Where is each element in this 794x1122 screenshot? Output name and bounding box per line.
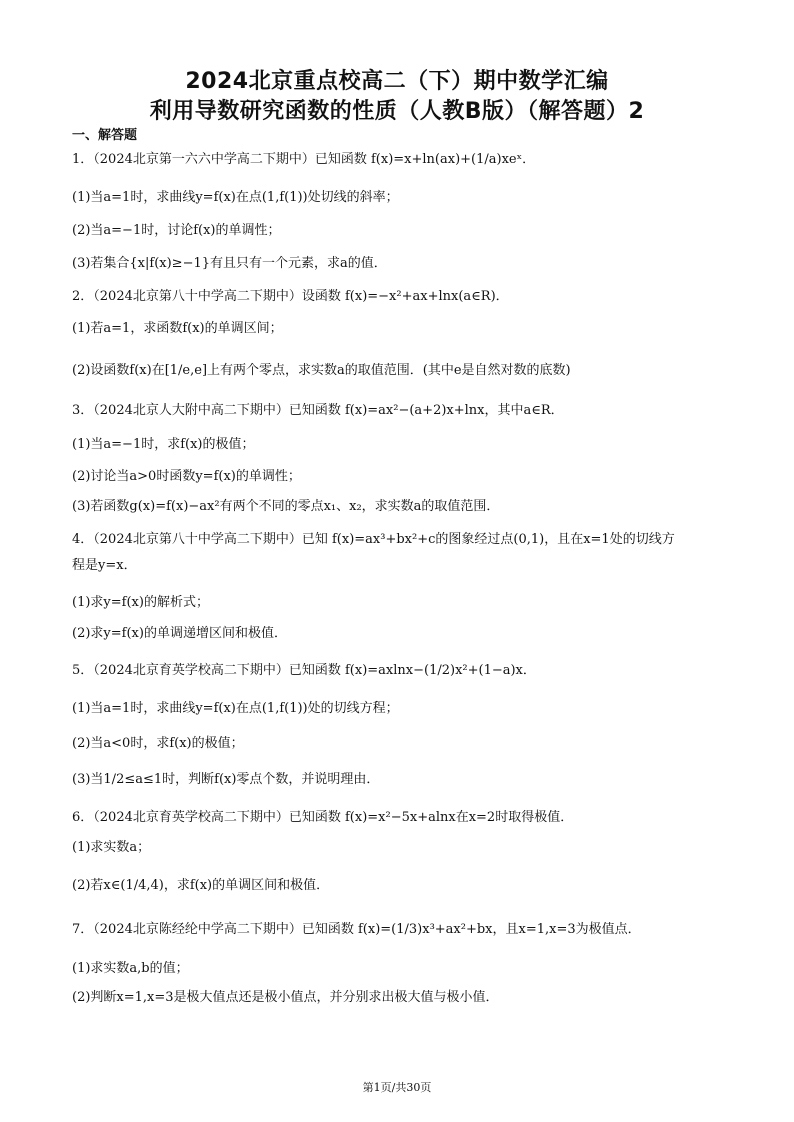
question-4-sub-1: (1)求y=f(x)的解析式；: [72, 595, 209, 610]
question-5-sub-3: (3)当1/2≤a≤1时，判断f(x)零点个数，并说明理由．: [72, 772, 380, 787]
question-1-sub-2: (2)当a=−1时，讨论f(x)的单调性；: [72, 223, 281, 238]
question-2-sub-2: (2)设函数f(x)在[1/e,e]上有两个零点，求实数a的取值范围．(其中e是自然对数的底数): [72, 363, 571, 378]
question-2-sub-1: (1)若a=1，求函数f(x)的单调区间；: [72, 321, 283, 336]
question-3-sub-3: (3)若函数g(x)=f(x)−ax²有两个不同的零点x₁、x₂，求实数a的取值范围．: [72, 499, 500, 514]
doc-title-line2: 利用导数研究函数的性质（人教B版）（解答题）2: [149, 99, 645, 124]
question-5-sub-2: (2)当a<0时，求f(x)的极值；: [72, 736, 244, 751]
question-7-stem: 7．（2024北京陈经纶中学高二下期中）已知函数 f(x)=(1/3)x³+ax²+bx，且x=1,x=3为极值点．: [72, 922, 641, 937]
question-5-sub-1: (1)当a=1时，求曲线y=f(x)在点(1,f(1))处的切线方程；: [72, 701, 399, 716]
question-6-sub-2: (2)若x∈(1/4,4)，求f(x)的单调区间和极值．: [72, 878, 330, 893]
question-1-sub-3: (3)若集合{x|f(x)≥−1}有且只有一个元素，求a的值．: [72, 256, 387, 271]
section-heading: 一、解答题: [72, 128, 138, 143]
question-4-sub-2: (2)求y=f(x)的单调递增区间和极值．: [72, 626, 287, 641]
question-6-stem: 6．（2024北京育英学校高二下期中）已知函数 f(x)=x²−5x+alnx在x=2时取得极值．: [72, 810, 574, 825]
question-5-stem: 5．（2024北京育英学校高二下期中）已知函数 f(x)=axlnx−(1/2)x²+(1−a)x．: [72, 663, 536, 678]
question-2-stem: 2．（2024北京第八十中学高二下期中）设函数 f(x)=−x²+ax+lnx(a∈R)．: [72, 289, 509, 304]
question-6-sub-1: (1)求实数a；: [72, 840, 151, 855]
question-1-stem: 1．（2024北京第一六六中学高二下期中）已知函数 f(x)=x+ln(ax)+(1/a)xeˣ．: [72, 152, 536, 167]
page-footer: 第1页/共30页: [362, 1081, 432, 1094]
doc-title-line1: 2024北京重点校高二（下）期中数学汇编: [185, 69, 609, 94]
question-4-stem: 4．（2024北京第八十中学高二下期中）已知 f(x)=ax³+bx²+c的图象经过点(0,1)，且在x=1处的切线方: [72, 532, 675, 547]
question-1-sub-1: (1)当a=1时，求曲线y=f(x)在点(1,f(1))处切线的斜率；: [72, 190, 399, 205]
question-4-stem-cont: 程是y=x．: [72, 558, 137, 573]
question-3-sub-1: (1)当a=−1时，求f(x)的极值；: [72, 437, 255, 452]
question-3-sub-2: (2)讨论当a>0时函数y=f(x)的单调性；: [72, 469, 301, 484]
question-3-stem: 3．（2024北京人大附中高二下期中）已知函数 f(x)=ax²−(a+2)x+lnx，其中a∈R．: [72, 403, 564, 418]
question-7-sub-1: (1)求实数a,b的值；: [72, 961, 189, 976]
question-7-sub-2: (2)判断x=1,x=3是极大值点还是极小值点，并分别求出极大值与极小值．: [72, 990, 499, 1005]
